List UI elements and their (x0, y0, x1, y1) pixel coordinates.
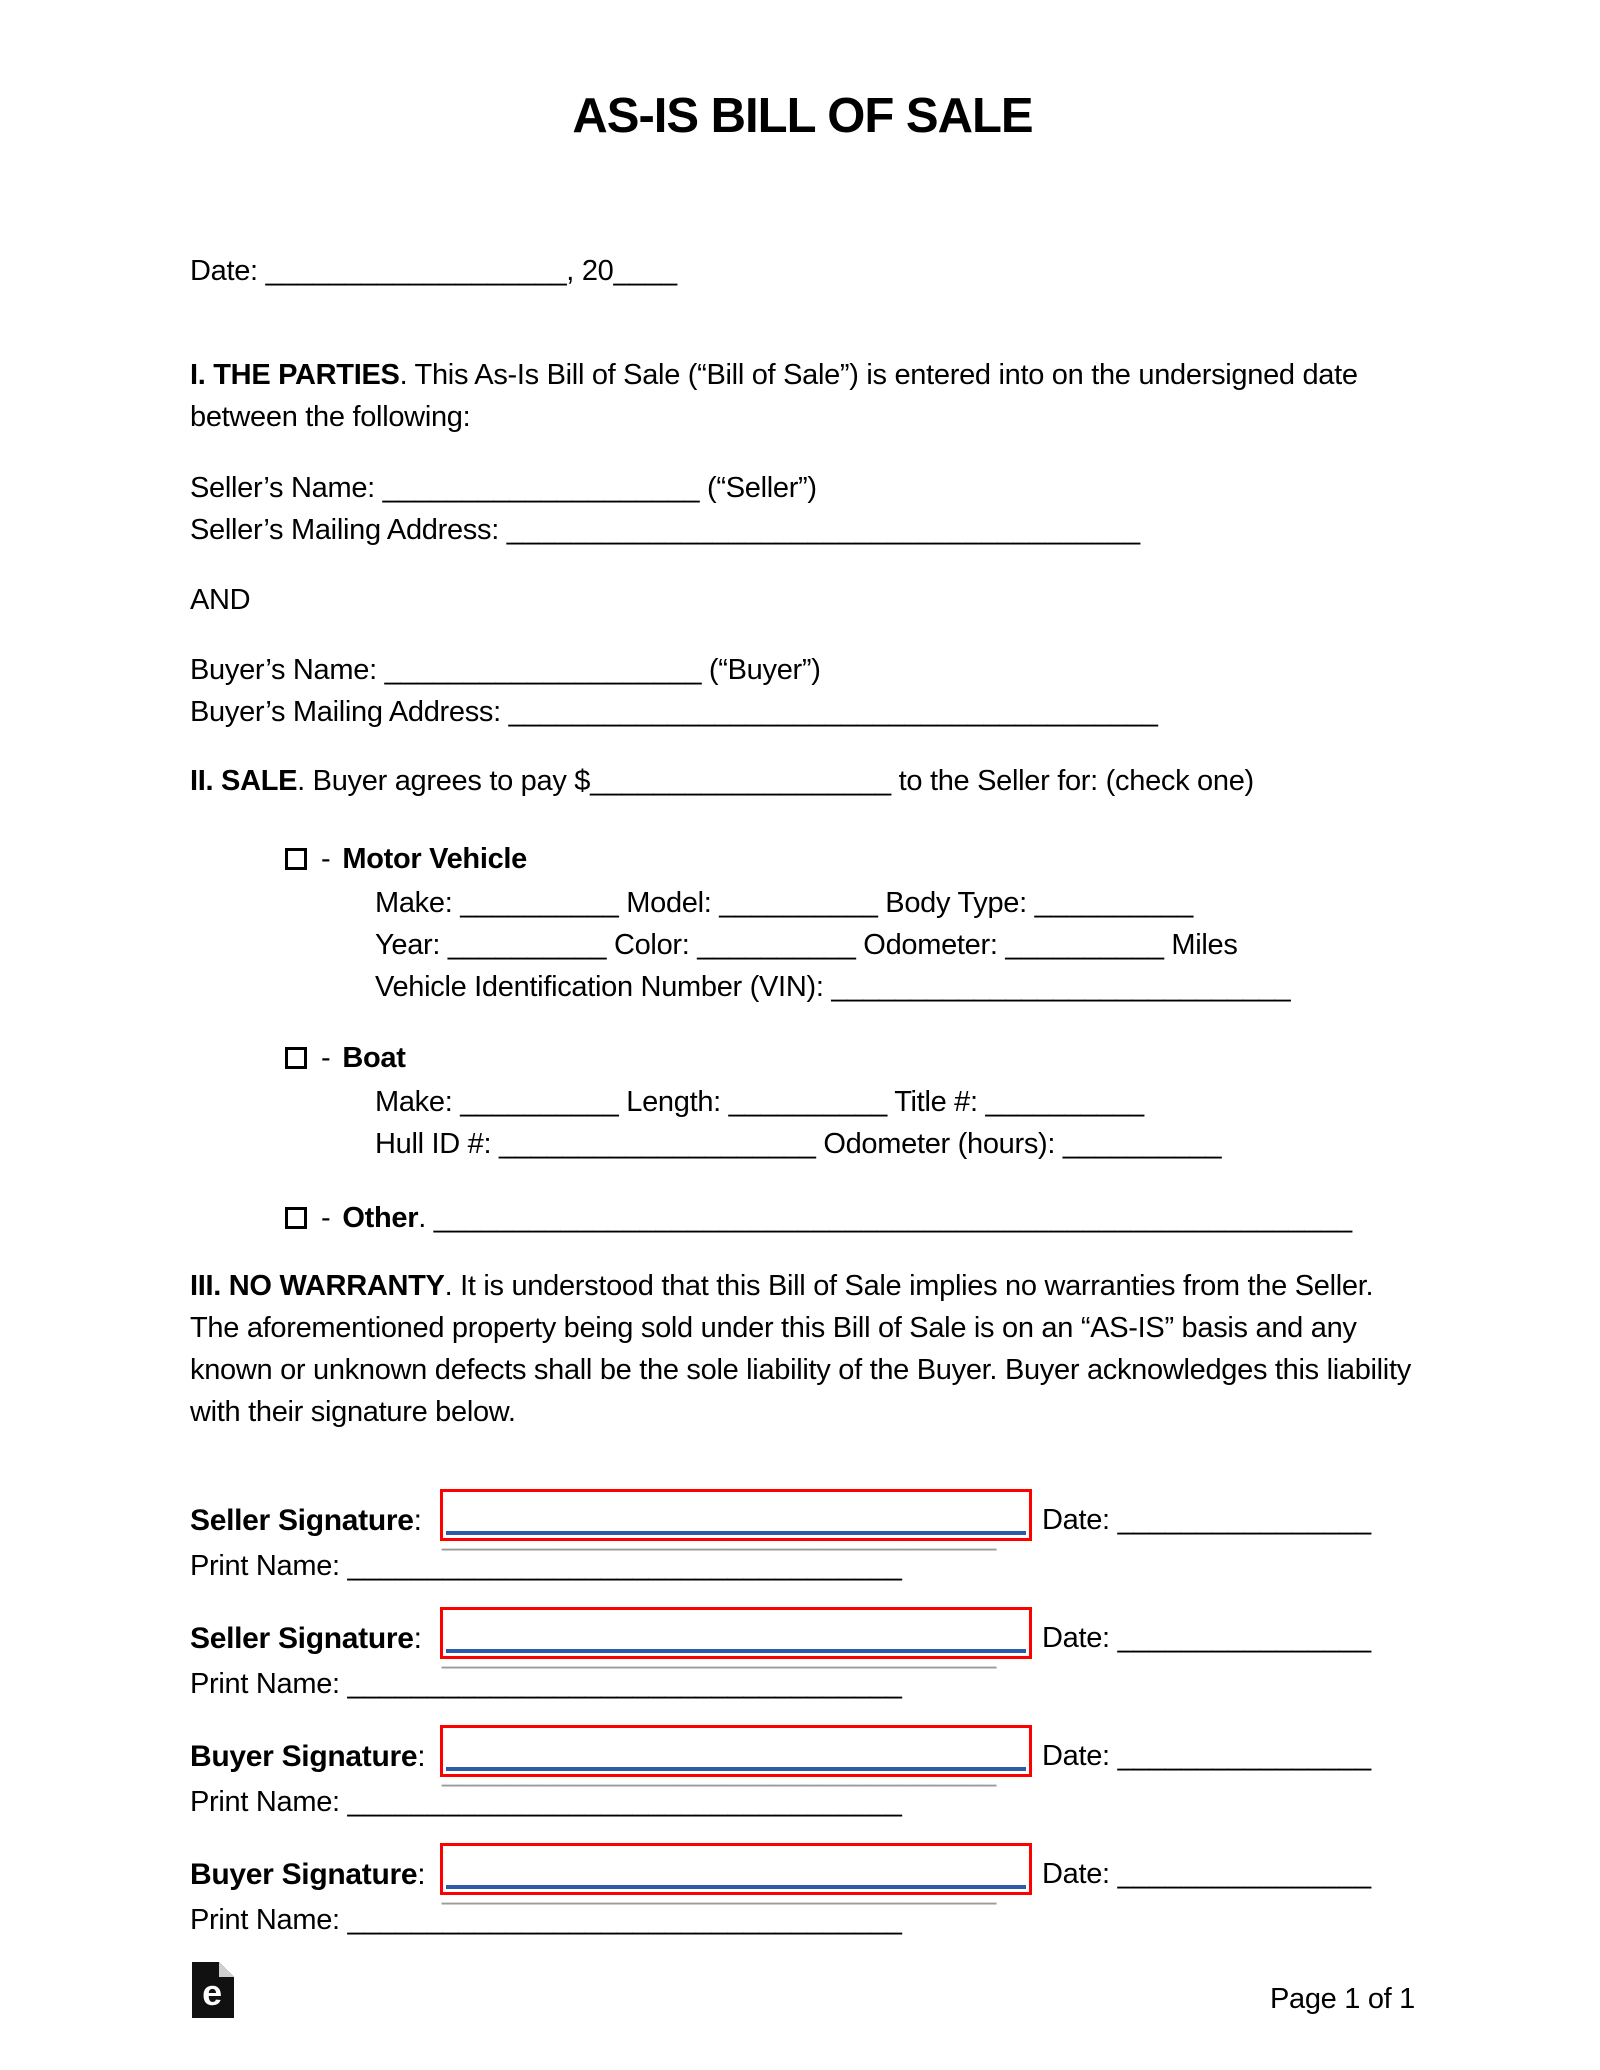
buyer-signature-2-field[interactable] (440, 1843, 1032, 1895)
boat-label: Boat (342, 1042, 406, 1074)
warranty-paragraph (190, 1265, 1415, 1433)
seller-signature-2-print-name: Print Name: ___________________________________ (190, 1668, 902, 1700)
colon: : (413, 1622, 422, 1655)
seller-signature-1-field[interactable] (440, 1489, 1032, 1541)
buyer-signature-field-wrap-2 (440, 1843, 1032, 1895)
colon: : (417, 1740, 426, 1773)
buyer-signature-2-print-name: Print Name: ___________________________________ (190, 1904, 902, 1936)
warranty-heading: III. NO WARRANTY (190, 1270, 445, 1302)
other-checkbox[interactable] (285, 1207, 307, 1229)
boat-make-length-title-line: Make: __________ Length: __________ Title #: __________ (375, 1086, 1144, 1118)
boat-fields (285, 1081, 1415, 1165)
seller-signature-block-1 (190, 1481, 1415, 1587)
warranty-text: . It is understood that this Bill of Sale implies no warranties from the Seller. The aforementioned property being sold under this Bill of Sale is on an “AS-IS” basis and any known or unknown defects shall be the sole liability of the Buyer. Buyer acknowledges this liability with their signature below. (190, 1270, 1411, 1428)
page-title: AS-IS BILL OF SALE (572, 89, 1033, 143)
seller-info-block (190, 467, 1415, 551)
boat-hullid-odometer-line: Hull ID #: ____________________ Odometer (hours): __________ (375, 1128, 1222, 1160)
boat-checkbox[interactable] (285, 1047, 307, 1069)
buyer-signature-block-1 (190, 1717, 1415, 1823)
seller-signature-2-field[interactable] (440, 1607, 1032, 1659)
mv-make-model-bodytype-line: Make: __________ Model: __________ Body Type: __________ (375, 887, 1193, 919)
motor-vehicle-label: Motor Vehicle (342, 843, 528, 875)
parties-heading: I. THE PARTIES (190, 359, 400, 391)
buyer-signature-1-date-line: Date: ________________ (1042, 1740, 1371, 1772)
mv-vin-line: Vehicle Identification Number (VIN): _____________________________ (375, 971, 1291, 1003)
buyer-signature-2-date-line: Date: ________________ (1042, 1858, 1371, 1890)
other-checkbox-line (285, 1195, 1415, 1241)
buyer-signature-label-text: Buyer Signature (190, 1740, 418, 1773)
boat-option (190, 1035, 1415, 1165)
other-label: Other (342, 1202, 419, 1234)
dash-separator: - (321, 843, 331, 875)
buyer-signature-field-wrap-1 (440, 1725, 1032, 1777)
buyer-info-block (190, 649, 1415, 733)
signature-input-line (446, 1885, 1026, 1889)
seller-signature-label-text: Seller Signature (190, 1504, 414, 1537)
seller-name-line: Seller’s Name: ____________________ (“Seller”) (190, 472, 817, 504)
sale-text: . Buyer agrees to pay $___________________ to the Seller for: (check one) (297, 765, 1254, 797)
buyer-signature-block-2 (190, 1835, 1415, 1941)
seller-signature-block-2 (190, 1599, 1415, 1705)
parties-text: . This As-Is Bill of Sale (“Bill of Sale”) is entered into on the undersigned date between the following: (190, 359, 1358, 433)
other-blank-line: . __________________________________________________________ (418, 1202, 1352, 1234)
sale-paragraph (190, 760, 1415, 802)
seller-signature-field-wrap-2 (440, 1607, 1032, 1659)
buyer-signature-label (190, 1737, 440, 1777)
seller-signature-label-text: Seller Signature (190, 1622, 414, 1655)
footer (190, 1960, 1415, 2020)
buyer-signature-row-2 (190, 1835, 1415, 1895)
buyer-signature-1-print-name: Print Name: ___________________________________ (190, 1786, 902, 1818)
logo-letter: e (202, 1972, 222, 2013)
buyer-signature-label-text: Buyer Signature (190, 1858, 418, 1891)
seller-signature-1-date-line: Date: ________________ (1042, 1504, 1371, 1536)
seller-signature-1-print-name: Print Name: ___________________________________ (190, 1550, 902, 1582)
signature-input-line (446, 1531, 1026, 1535)
buyer-address-line: Buyer’s Mailing Address: _________________________________________ (190, 696, 1158, 728)
sale-heading: II. SALE (190, 765, 298, 797)
seller-address-line: Seller’s Mailing Address: ________________________________________ (190, 514, 1140, 546)
seller-signature-row-2 (190, 1599, 1415, 1659)
motor-vehicle-fields (285, 882, 1415, 1008)
motor-vehicle-checkbox[interactable] (285, 848, 307, 870)
page-number: Page 1 of 1 (1269, 1983, 1415, 2015)
motor-vehicle-option (190, 836, 1415, 1008)
seller-signature-field-wrap-1 (440, 1489, 1032, 1541)
signature-input-line (446, 1649, 1026, 1653)
buyer-name-line: Buyer’s Name: ____________________ (“Buyer”) (190, 654, 821, 686)
dash-separator: - (321, 1042, 331, 1074)
signature-input-line (446, 1767, 1026, 1771)
mv-year-color-odometer-line: Year: __________ Color: __________ Odometer: __________ Miles (375, 929, 1238, 961)
seller-signature-row-1 (190, 1481, 1415, 1541)
other-option (190, 1195, 1415, 1241)
eforms-logo-icon (190, 1960, 236, 2020)
buyer-signature-1-field[interactable] (440, 1725, 1032, 1777)
buyer-signature-label (190, 1855, 440, 1895)
date-line: Date: ___________________, 20____ (190, 255, 677, 287)
parties-paragraph (190, 354, 1415, 438)
colon: : (413, 1504, 422, 1537)
seller-signature-label (190, 1619, 440, 1659)
seller-signature-label (190, 1501, 440, 1541)
seller-signature-2-date-line: Date: ________________ (1042, 1622, 1371, 1654)
dash-separator: - (321, 1202, 331, 1234)
colon: : (417, 1858, 426, 1891)
conjunction-and: AND (190, 584, 251, 616)
boat-checkbox-line (285, 1035, 1415, 1081)
motor-vehicle-checkbox-line (285, 836, 1415, 882)
buyer-signature-row-1 (190, 1717, 1415, 1777)
